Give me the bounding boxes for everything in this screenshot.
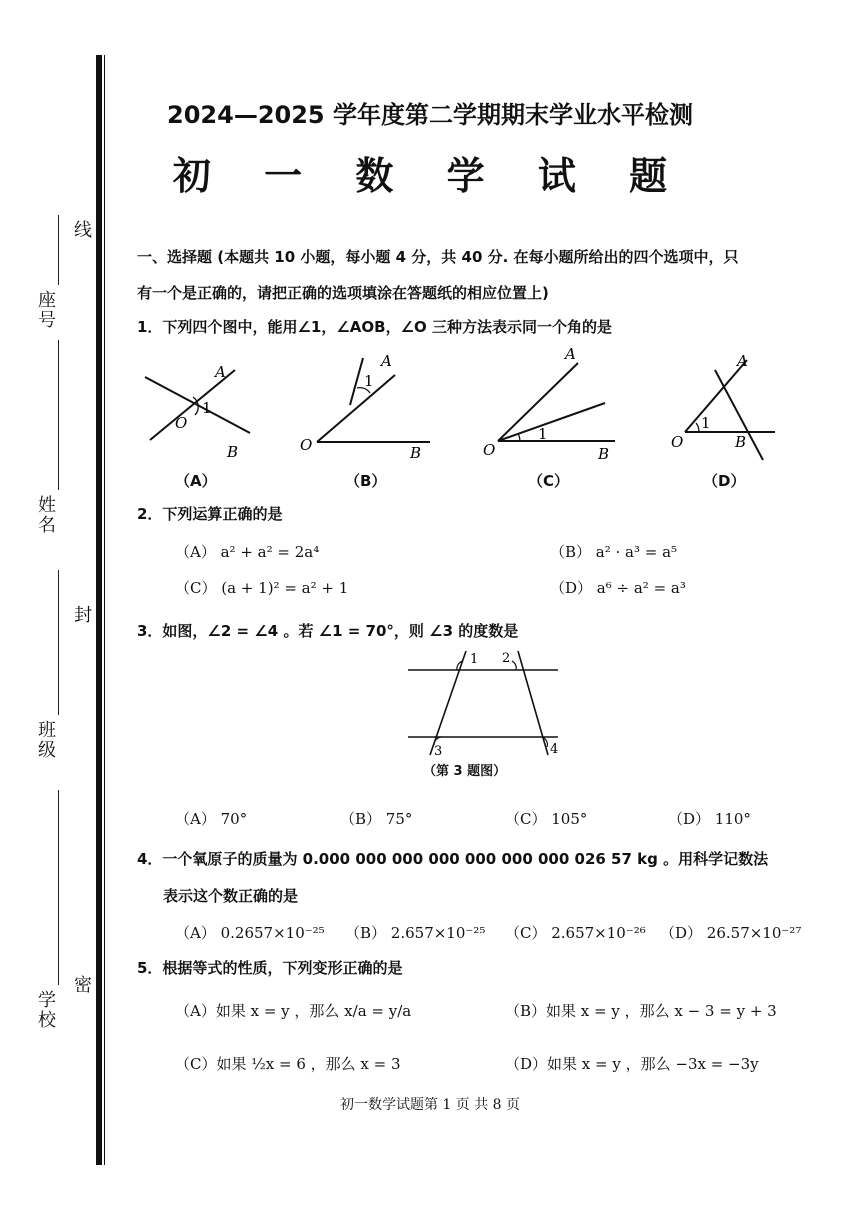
q2-option-b: （B） a² · a³ = a⁵ <box>550 543 678 561</box>
q1c-label-b: B <box>598 445 610 463</box>
q1-figure-b-caption: （B） <box>345 472 387 490</box>
q5-option-b: （B）如果 x = y ，那么 x − 3 = y + 3 <box>505 1002 777 1020</box>
q1a-label-b: B <box>227 443 239 461</box>
q1-stem: 1．下列四个图中，能用∠1，∠AOB，∠O 三种方法表示同一个角的是 <box>137 318 612 336</box>
q3-option-a: （A） 70° <box>175 810 248 828</box>
q3-stem: 3．如图，∠2 = ∠4 。若 ∠1 = 70°，则 ∠3 的度数是 <box>137 622 519 640</box>
q1-figure-c <box>480 345 620 465</box>
q1-figure-b <box>295 350 445 465</box>
q1c-label-a: A <box>565 345 576 363</box>
q3-figure-caption: （第 3 题图） <box>423 764 507 779</box>
exam-title: 2024—2025 学年度第二学期期末学业水平检测 <box>167 101 693 129</box>
q1-figure-a <box>135 355 275 465</box>
q1b-label-b: B <box>410 444 422 462</box>
q1-figure-d <box>665 350 785 465</box>
q3-figure <box>400 645 570 760</box>
q3-angle-2: 2 <box>502 651 511 666</box>
q1a-label-a: A <box>215 363 226 381</box>
name-blank-line <box>58 340 59 490</box>
margin-seat-label: 座号 <box>35 290 56 330</box>
q1d-label-o: O <box>671 433 684 451</box>
section-heading-line1: 一、选择题 (本题共 10 小题，每小题 4 分，共 40 分. 在每小题所给出的四个选项中，只 <box>137 248 739 266</box>
q1d-label-1: 1 <box>701 414 711 432</box>
q4-stem-line1: 4．一个氧原子的质量为 0.000 000 000 000 000 000 000 026 57 kg 。用科学记数法 <box>137 850 769 868</box>
q3-angle-1: 1 <box>470 652 479 667</box>
q4-option-c: （C） 2.657×10⁻²⁶ <box>505 924 646 942</box>
q1b-label-1: 1 <box>364 372 374 390</box>
class-blank-line <box>58 570 59 715</box>
q1b-label-a: A <box>381 352 392 370</box>
school-blank-line <box>58 790 59 985</box>
q5-option-a: （A）如果 x = y ，那么 x/a = y/a <box>175 1002 412 1020</box>
q2-stem: 2．下列运算正确的是 <box>137 505 283 523</box>
q1c-label-1: 1 <box>538 425 548 443</box>
q2-option-c: （C） (a + 1)² = a² + 1 <box>175 579 349 597</box>
q3-option-b: （B） 75° <box>340 810 413 828</box>
page-footer: 初一数学试题第 1 页 共 8 页 <box>339 1097 521 1113</box>
binding-margin-thin-line <box>104 55 105 1165</box>
margin-xian: 线 <box>71 220 92 240</box>
q1-figure-a-caption: （A） <box>175 472 217 490</box>
q1-figure-d-caption: （D） <box>703 472 746 490</box>
margin-mi: 密 <box>71 975 92 995</box>
q4-stem-line2: 表示这个数正确的是 <box>163 887 299 905</box>
margin-school-label: 学校 <box>35 990 56 1030</box>
seat-blank-line <box>58 215 59 285</box>
q1d-label-b: B <box>735 433 747 451</box>
q5-option-d: （D）如果 x = y ，那么 −3x = −3y <box>505 1055 759 1073</box>
q3-angle-3: 3 <box>434 744 443 759</box>
exam-subtitle: 初 一 数 学 试 题 <box>172 154 688 198</box>
q4-option-b: （B） 2.657×10⁻²⁵ <box>345 924 486 942</box>
q3-angle-4: 4 <box>550 742 559 757</box>
binding-margin-line <box>96 55 102 1165</box>
q3-option-d: （D） 110° <box>668 810 751 828</box>
q1-figure-c-caption: （C） <box>528 472 570 490</box>
q4-option-a: （A） 0.2657×10⁻²⁵ <box>175 924 325 942</box>
q2-option-a: （A） a² + a² = 2a⁴ <box>175 543 320 561</box>
section-heading-line2: 有一个是正确的，请把正确的选项填涂在答题纸的相应位置上) <box>137 284 549 302</box>
q1a-label-o: O <box>175 414 188 432</box>
q4-option-d: （D） 26.57×10⁻²⁷ <box>660 924 802 942</box>
q2-option-d: （D） a⁶ ÷ a² = a³ <box>550 579 686 597</box>
q5-stem: 5．根据等式的性质，下列变形正确的是 <box>137 959 403 977</box>
margin-class-label: 班级 <box>35 720 56 760</box>
q1d-label-a: A <box>737 352 748 370</box>
q1c-label-o: O <box>483 441 496 459</box>
q1a-label-1: 1 <box>202 399 212 417</box>
q3-option-c: （C） 105° <box>505 810 588 828</box>
margin-name-label: 姓名 <box>35 495 56 535</box>
q5-option-c: （C）如果 ½x = 6 ，那么 x = 3 <box>175 1055 401 1073</box>
q1b-label-o: O <box>300 436 313 454</box>
margin-feng: 封 <box>71 605 92 625</box>
